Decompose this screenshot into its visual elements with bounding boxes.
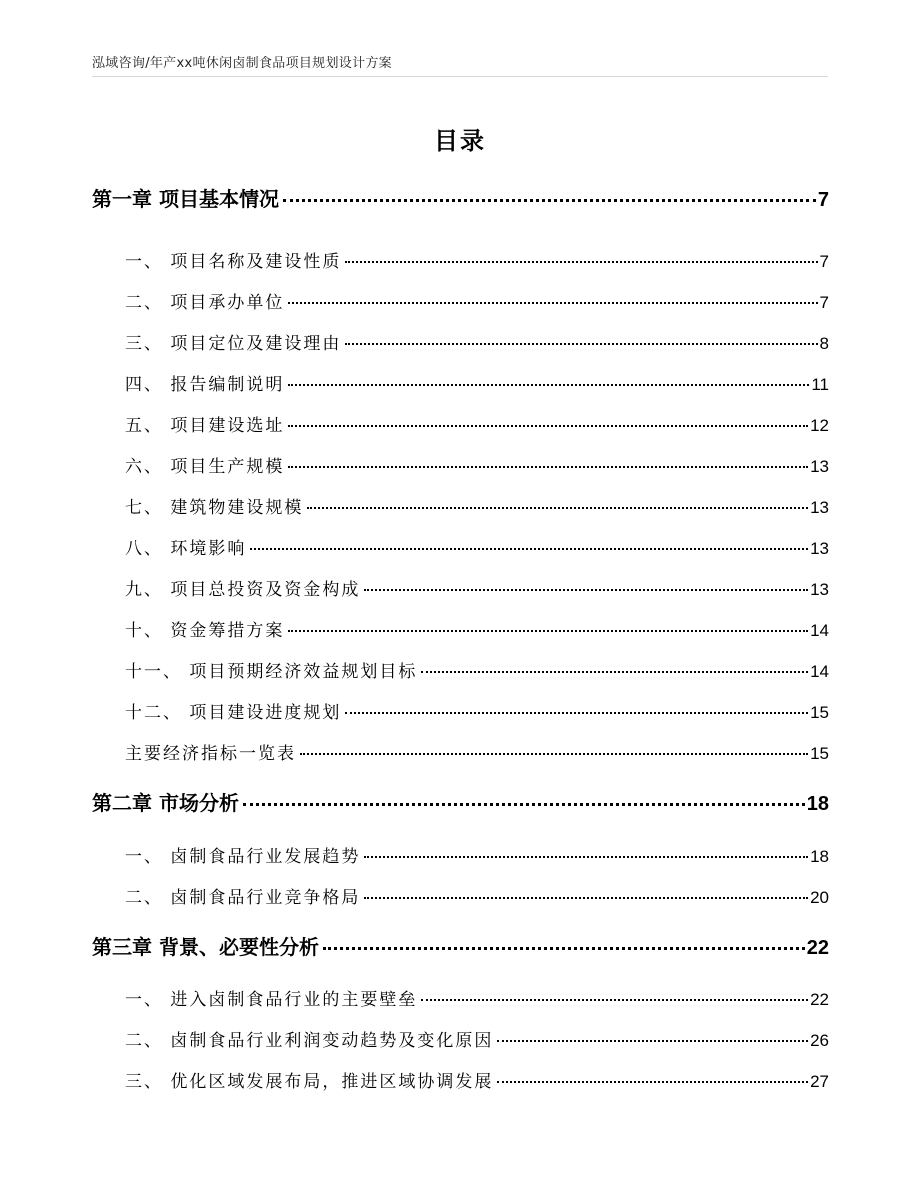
toc-entry-section[interactable] — [125, 985, 829, 1010]
toc-dot-leader — [345, 343, 817, 345]
toc-entry-label: 二、 卤制食品行业利润变动趋势及变化原因 — [125, 1031, 494, 1051]
toc-page-number: 22 — [806, 937, 829, 959]
toc-entry-label: 三、 项目定位及建设理由 — [125, 334, 342, 354]
toc-entry-section[interactable] — [125, 1026, 829, 1051]
toc-entry-label: 一、 卤制食品行业发展趋势 — [125, 847, 361, 867]
toc-dot-leader — [323, 947, 805, 950]
toc-dot-leader — [243, 803, 805, 806]
toc-dot-leader — [497, 1040, 808, 1042]
toc-entry-section[interactable] — [125, 842, 829, 867]
toc-dot-leader — [345, 261, 817, 263]
toc-entry-section[interactable] — [125, 534, 829, 559]
toc-entry-chapter-2[interactable] — [92, 787, 829, 816]
toc-page-number: 7 — [819, 293, 829, 312]
toc-page-number: 13 — [810, 457, 829, 476]
toc-page-number: 22 — [810, 990, 829, 1009]
toc-page-number: 14 — [810, 621, 829, 640]
toc-dot-leader — [364, 897, 808, 899]
toc-entry-section[interactable] — [125, 1067, 829, 1092]
toc-dot-leader — [421, 999, 808, 1001]
toc-dot-leader — [288, 302, 817, 304]
toc-page-number: 13 — [810, 539, 829, 558]
toc-page-number: 7 — [817, 189, 829, 211]
toc-page-number: 20 — [810, 888, 829, 907]
toc-entry-section[interactable] — [125, 288, 829, 313]
toc-entry-section[interactable] — [125, 411, 829, 436]
toc-entry-section[interactable] — [125, 452, 829, 477]
toc-entry-label: 七、 建筑物建设规模 — [125, 498, 304, 518]
toc-page-number: 7 — [819, 252, 829, 271]
toc-entry-chapter-1[interactable] — [92, 183, 829, 212]
toc-dot-leader — [300, 753, 808, 755]
toc-page-number: 26 — [810, 1031, 829, 1050]
toc-entry-label: 十、 资金筹措方案 — [125, 621, 285, 641]
toc-dot-leader — [307, 507, 808, 509]
toc-entry-section[interactable] — [125, 329, 829, 354]
toc-entry-label: 二、 项目承办单位 — [125, 293, 285, 313]
toc-entry-label: 第二章 市场分析 — [92, 791, 239, 815]
toc-entry-section[interactable] — [125, 883, 829, 908]
toc-page-number: 27 — [810, 1072, 829, 1091]
toc-dot-leader — [345, 712, 808, 714]
toc-page-number: 18 — [806, 793, 829, 815]
toc-entry-section[interactable] — [125, 698, 829, 723]
toc-entry-label: 四、 报告编制说明 — [125, 375, 285, 395]
toc-entry-label: 第一章 项目基本情况 — [92, 187, 279, 211]
toc-entry-label: 一、 进入卤制食品行业的主要壁垒 — [125, 990, 418, 1010]
toc-entry-section[interactable] — [125, 370, 829, 395]
toc-entry-label: 五、 项目建设选址 — [125, 416, 285, 436]
toc-page-number: 13 — [810, 498, 829, 517]
toc-entry-section[interactable] — [125, 493, 829, 518]
toc-dot-leader — [288, 630, 808, 632]
toc-page-number: 15 — [810, 744, 829, 763]
toc-dot-leader — [421, 671, 808, 673]
toc-page-number: 11 — [811, 375, 829, 394]
toc-page-number: 12 — [810, 416, 829, 435]
header-divider — [92, 76, 828, 77]
toc-entry-label: 一、 项目名称及建设性质 — [125, 252, 342, 272]
toc-entry-section[interactable] — [125, 247, 829, 272]
toc-page-number: 8 — [819, 334, 829, 353]
toc-entry-label: 十一、 项目预期经济效益规划目标 — [125, 662, 418, 682]
toc-entry-section[interactable] — [125, 575, 829, 600]
toc-dot-leader — [288, 425, 808, 427]
toc-entry-section[interactable] — [125, 739, 829, 764]
page-header: 泓域咨询/年产xx吨休闲卤制食品项目规划设计方案 — [92, 56, 392, 71]
toc-dot-leader — [497, 1081, 808, 1083]
toc-page-number: 14 — [810, 662, 829, 681]
toc-dot-leader — [364, 856, 808, 858]
toc-entry-label: 主要经济指标一览表 — [125, 744, 296, 764]
toc-entry-label: 十二、 项目建设进度规划 — [125, 703, 342, 723]
toc-page-number: 13 — [810, 580, 829, 599]
toc-dot-leader — [250, 548, 808, 550]
toc-entry-label: 九、 项目总投资及资金构成 — [125, 580, 361, 600]
toc-entry-chapter-3[interactable] — [92, 931, 829, 960]
toc-dot-leader — [364, 589, 808, 591]
toc-dot-leader — [288, 384, 809, 386]
toc-entry-label: 第三章 背景、必要性分析 — [92, 935, 319, 959]
toc-entry-label: 三、 优化区域发展布局，推进区域协调发展 — [125, 1072, 494, 1092]
toc-entry-section[interactable] — [125, 657, 829, 682]
toc-dot-leader — [283, 199, 816, 202]
toc-entry-label: 八、 环境影响 — [125, 539, 247, 559]
toc-entry-section[interactable] — [125, 616, 829, 641]
toc-entry-label: 六、 项目生产规模 — [125, 457, 285, 477]
toc-page-number: 18 — [810, 847, 829, 866]
toc-entry-label: 二、 卤制食品行业竞争格局 — [125, 888, 361, 908]
toc-dot-leader — [288, 466, 808, 468]
toc-page-number: 15 — [810, 703, 829, 722]
page-title: 目录 — [434, 127, 486, 155]
